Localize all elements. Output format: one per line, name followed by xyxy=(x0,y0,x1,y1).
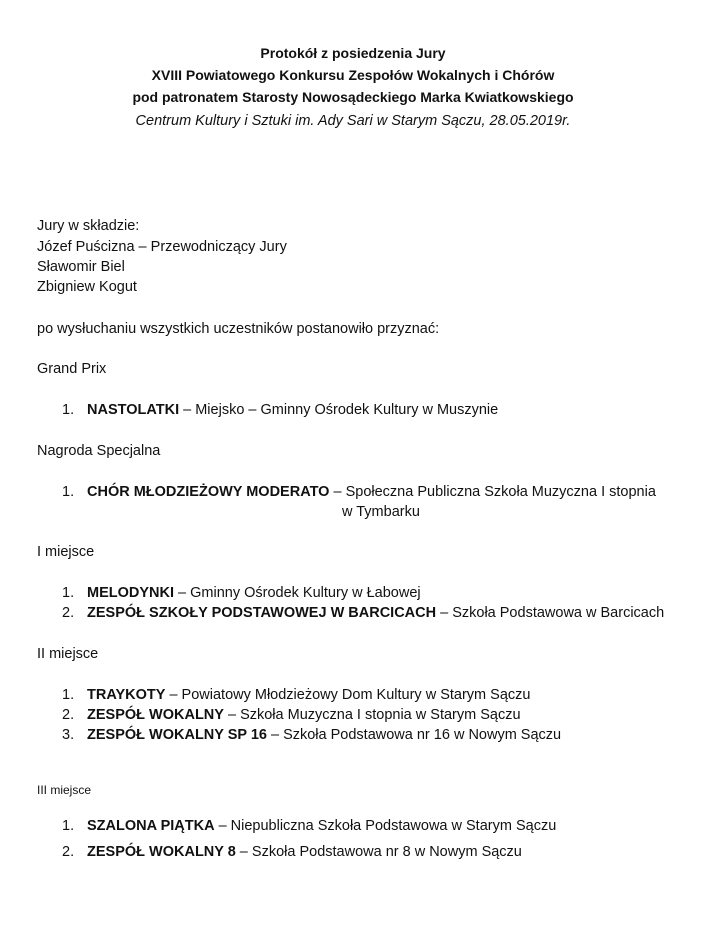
jury-heading: Jury w składzie: xyxy=(37,218,140,234)
list-number: 1. xyxy=(62,818,75,834)
ensemble-institution: – Społeczna Publiczna Szkoła Muzyczna I stopnia xyxy=(329,484,656,500)
award-heading-special: Nagroda Specjalna xyxy=(37,443,161,459)
list-item xyxy=(62,842,522,862)
award-heading-second: II miejsce xyxy=(37,646,99,662)
ensemble-institution: – Niepubliczna Szkoła Podstawowa w Starym Sączu xyxy=(214,818,557,834)
header-contest-line: XVIII Powiatowego Konkursu Zespołów Wokalnych i Chórów xyxy=(151,67,555,83)
ensemble-institution: – Szkoła Muzyczna I stopnia w Starym Sączu xyxy=(223,707,521,723)
jury-member: Józef Puścizna – Przewodniczący Jury xyxy=(37,239,287,255)
ensemble-institution: – Szkoła Podstawowa nr 8 w Nowym Sączu xyxy=(235,844,522,860)
list-item xyxy=(62,482,656,502)
ensemble-name: CHÓR MŁODZIEŻOWY MODERATO xyxy=(87,484,330,500)
ensemble-name: ZESPÓŁ WOKALNY xyxy=(87,707,224,723)
ensemble-name: ZESPÓŁ WOKALNY 8 xyxy=(87,844,236,860)
jury-member: Sławomir Biel xyxy=(37,259,125,275)
ensemble-name: MELODYNKI xyxy=(87,585,174,601)
list-number: 1. xyxy=(62,484,75,500)
ensemble-name: NASTOLATKI xyxy=(87,402,180,418)
ensemble-institution: – Szkoła Podstawowa w Barcicach xyxy=(436,605,665,621)
list-item xyxy=(62,725,561,745)
list-item xyxy=(62,685,530,705)
list-item xyxy=(62,705,521,725)
list-number: 1. xyxy=(62,687,75,703)
ensemble-name: ZESPÓŁ SZKOŁY PODSTAWOWEJ W BARCICACH xyxy=(87,605,437,621)
document-header xyxy=(0,42,706,132)
ensemble-name: TRAYKOTY xyxy=(87,687,166,703)
decision-text: po wysłuchaniu wszystkich uczestników postanowiło przyznać: xyxy=(37,321,440,337)
list-item xyxy=(62,583,421,603)
ensemble-name: ZESPÓŁ WOKALNY SP 16 xyxy=(87,727,267,743)
ensemble-institution-continuation: w Tymbarku xyxy=(342,504,420,520)
ensemble-institution: – Szkoła Podstawowa nr 16 w Nowym Sączu xyxy=(266,727,562,743)
list-number: 1. xyxy=(62,585,75,601)
list-number: 1. xyxy=(62,402,75,418)
award-heading-first: I miejsce xyxy=(37,544,95,560)
list-number: 3. xyxy=(62,727,75,743)
award-heading-grand-prix: Grand Prix xyxy=(37,361,107,377)
ensemble-name: SZALONA PIĄTKA xyxy=(87,818,215,834)
list-number: 2. xyxy=(62,707,75,723)
jury-member: Zbigniew Kogut xyxy=(37,279,137,295)
list-item xyxy=(62,816,556,836)
ensemble-institution: – Gminny Ośrodek Kultury w Łabowej xyxy=(174,585,421,601)
header-place-date: Centrum Kultury i Sztuki im. Ady Sari w Starym Sączu, 28.05.2019r. xyxy=(135,113,571,129)
award-heading-third: III miejsce xyxy=(37,783,92,797)
ensemble-institution: – Miejsko – Gminny Ośrodek Kultury w Muszynie xyxy=(179,402,499,418)
list-item xyxy=(62,400,498,420)
list-number: 2. xyxy=(62,844,75,860)
header-patronage-line: pod patronatem Starosty Nowosądeckiego Marka Kwiatkowskiego xyxy=(132,89,574,105)
ensemble-institution: – Powiatowy Młodzieżowy Dom Kultury w Starym Sączu xyxy=(165,687,531,703)
list-number: 2. xyxy=(62,605,75,621)
header-title-line: Protokół z posiedzenia Jury xyxy=(260,45,446,61)
list-item xyxy=(62,603,664,623)
